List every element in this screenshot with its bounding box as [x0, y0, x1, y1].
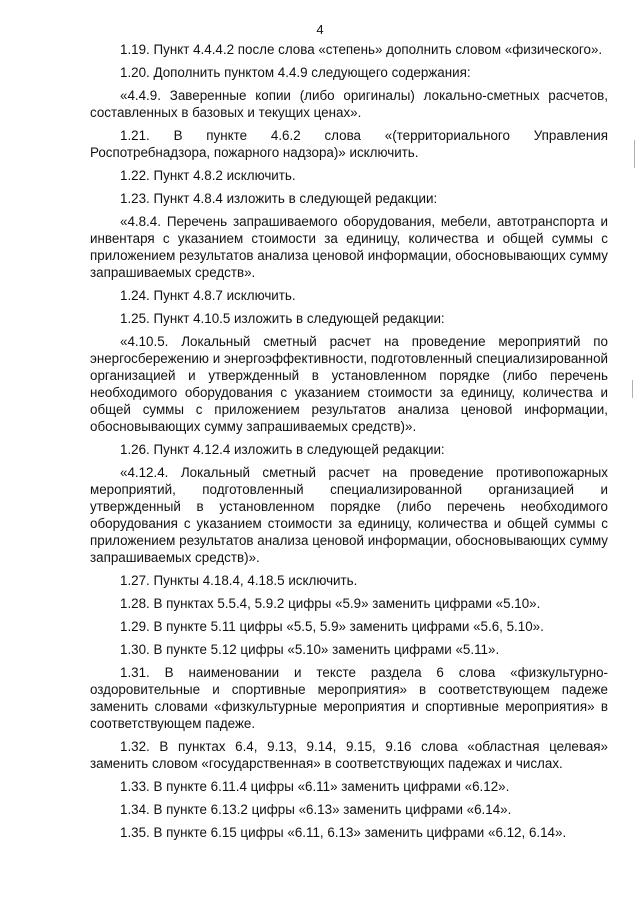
paragraph-1-32: 1.32. В пунктах 6.4, 9.13, 9.14, 9.15, 9.16 слова «областная целевая» заменить словом «государственная» в соответствующих падежах и числах. — [90, 739, 608, 771]
paragraph-1-23: 1.23. Пункт 4.8.4 изложить в следующей редакции: — [120, 191, 438, 206]
paragraph-1-19: 1.19. Пункт 4.4.4.2 после слова «степень» дополнить словом «физического». — [120, 42, 603, 57]
quoted-paragraph-4-4-9: «4.4.9. Заверенные копии (либо оригиналы) локально-сметных расчетов, составленных в базовых и текущих ценах». — [90, 88, 608, 120]
quoted-paragraph-4-8-4: «4.8.4. Перечень запрашиваемого оборудования, мебели, автотранспорта и инвентаря с указанием стоимости за единицу, количества и общей суммы с приложением результатов анализа ценовой информации, обосновывающих сумму запрашиваемых средств». — [90, 214, 608, 280]
scan-margin-mark-bottom — [632, 380, 633, 398]
paragraph-1-29: 1.29. В пункте 5.11 цифры «5.5, 5.9» заменить цифрами «5.6, 5.10». — [120, 619, 544, 634]
paragraph-1-27: 1.27. Пункты 4.18.4, 4.18.5 исключить. — [120, 573, 358, 588]
paragraph-1-20: 1.20. Дополнить пунктом 4.4.9 следующего содержания: — [120, 65, 471, 80]
paragraph-1-33: 1.33. В пункте 6.11.4 цифры «6.11» заменить цифрами «6.12». — [120, 779, 510, 794]
document-body — [90, 41, 608, 847]
paragraph-1-30: 1.30. В пункте 5.12 цифры «5.10» заменить цифрами «5.11». — [120, 642, 500, 657]
paragraph-1-26: 1.26. Пункт 4.12.4 изложить в следующей редакции: — [120, 442, 445, 457]
paragraph-1-28: 1.28. В пунктах 5.5.4, 5.9.2 цифры «5.9» заменить цифрами «5.10». — [120, 596, 541, 611]
scan-margin-mark-top — [634, 140, 635, 168]
paragraph-1-24: 1.24. Пункт 4.8.7 исключить. — [120, 288, 296, 303]
paragraph-1-25: 1.25. Пункт 4.10.5 изложить в следующей редакции: — [120, 311, 445, 326]
paragraph-1-35: 1.35. В пункте 6.15 цифры «6.11, 6.13» заменить цифрами «6.12, 6.14». — [120, 825, 567, 840]
quoted-paragraph-4-12-4: «4.12.4. Локальный сметный расчет на проведение противопожарных мероприятий, подготовленный специализированной организацией и утвержденный в установленном порядке (либо перечень необходимого оборудования с указанием стоимости за единицу, количества и общей суммы с приложением результатов анализа ценовой информации, обосновывающих сумму запрашиваемых средств)». — [90, 465, 608, 565]
paragraph-1-22: 1.22. Пункт 4.8.2 исключить. — [120, 168, 296, 183]
paragraph-1-21: 1.21. В пункте 4.6.2 слова «(территориального Управления Роспотребнадзора, пожарного надзора)» исключить. — [90, 128, 608, 160]
paragraph-1-34: 1.34. В пункте 6.13.2 цифры «6.13» заменить цифрами «6.14». — [120, 802, 512, 817]
quoted-paragraph-4-10-5: «4.10.5. Локальный сметный расчет на проведение мероприятий по энергосбережению и энергоэффективности, подготовленный специализированной организацией и утвержденный в установленном порядке (либо перечень необходимого оборудования с указанием стоимости за единицу, количества и общей суммы с приложением результатов анализа ценовой информации, обосновывающих сумму запрашиваемых средств)». — [90, 334, 608, 434]
paragraph-1-31: 1.31. В наименовании и тексте раздела 6 слова «физкультурно-оздоровительные и спортивные мероприятия» в соответствующем падеже заменить словами «физкультурные мероприятия и спортивные мероприятия» в соответствующем падеже. — [90, 665, 608, 731]
page-number: 4 — [316, 22, 324, 37]
